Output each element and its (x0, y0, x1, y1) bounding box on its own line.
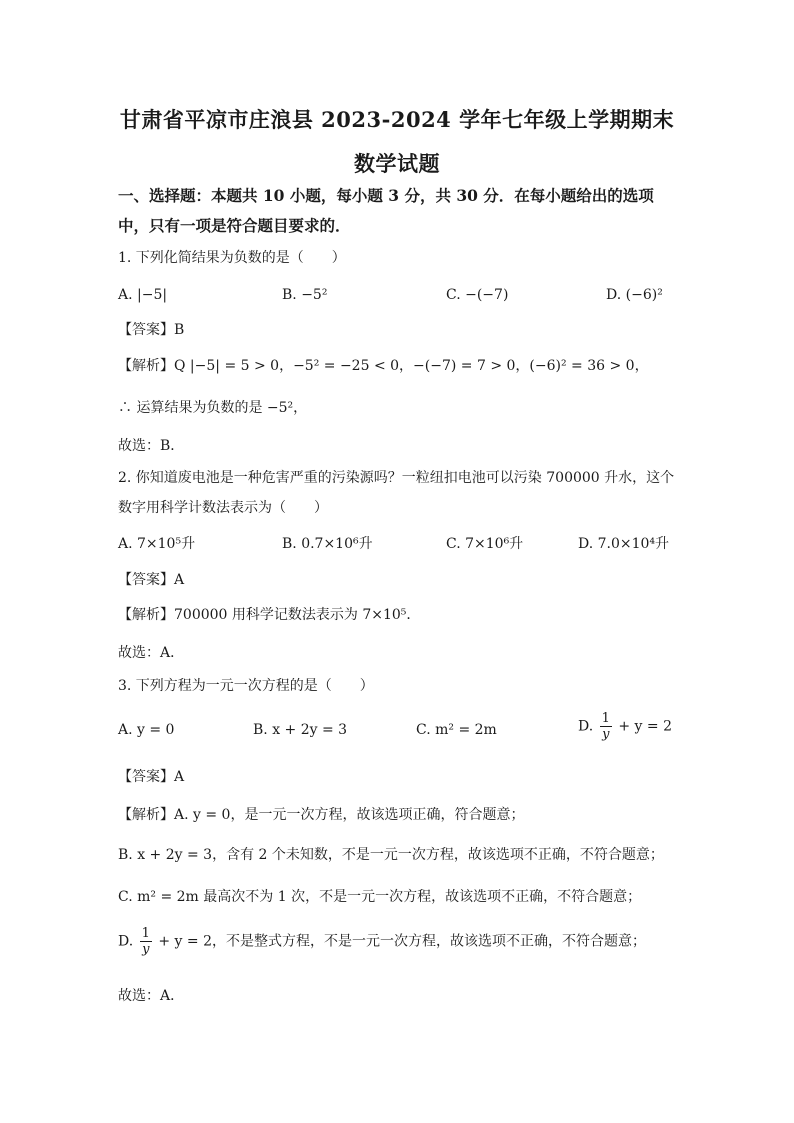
q2-answer: 【答案】A (118, 572, 185, 588)
q3-answer: 【答案】A (118, 769, 185, 785)
q1-analysis: 【解析】Q |−5| = 5 > 0，−5² = −25 < 0，−(−7) = 7 > 0，(−6)² = 36 > 0， (118, 358, 649, 374)
q1-analysis-cont: ∴ 运算结果为负数的是 −5²， (118, 400, 308, 416)
fraction-numerator: 1 (141, 926, 150, 941)
q2-option-b: B. 0.7×10⁶升 (282, 536, 373, 552)
q3-analysis-d-fraction (140, 926, 152, 957)
q2-stem: 2. 你知道废电池是一种危害严重的污染源吗？一粒纽扣电池可以污染 700000 升水，这个 (118, 470, 675, 486)
document-subtitle: 数学试题 (354, 151, 440, 176)
q3-option-d-fraction (600, 711, 612, 742)
q3-analysis-d-label: D. (118, 933, 134, 950)
q1-option-c: C. −(−7) (446, 287, 509, 303)
q2-option-c: C. 7×10⁶升 (446, 536, 524, 552)
fraction-denominator: y (142, 942, 150, 957)
q3-analysis-d-tail: + y = 2，不是整式方程，不是一元一次方程，故该选项不正确，不符合题意； (158, 933, 647, 950)
q3-analysis-b: B. x + 2y = 3，含有 2 个未知数，不是一元一次方程，故该选项不正确，不符合题意； (118, 847, 664, 863)
q3-option-a: A. y = 0 (118, 722, 175, 738)
q3-stem: 3. 下列方程为一元一次方程的是（ ） (118, 678, 374, 694)
q1-stem: 1. 下列化简结果为负数的是（ ） (118, 250, 346, 266)
q3-option-c: C. m² = 2m (416, 722, 497, 738)
q3-option-b: B. x + 2y = 3 (253, 722, 348, 738)
q3-option-d-tail: + y = 2 (618, 718, 673, 735)
section-heading-cont: 中，只有一项是符合题目要求的． (118, 216, 351, 235)
q1-option-d: D. (−6)² (606, 287, 663, 303)
q3-analysis-d (118, 926, 678, 957)
q3-analysis-a: 【解析】A. y = 0，是一元一次方程，故该选项正确，符合题意； (118, 807, 525, 823)
q3-option-d (578, 711, 672, 742)
fraction-numerator: 1 (601, 711, 610, 726)
section-heading: 一、选择题：本题共 10 小题，每小题 3 分，共 30 分．在每小题给出的选项 (118, 186, 654, 205)
q2-conclusion: 故选：A． (118, 645, 185, 661)
q1-option-a: A. |−5| (118, 287, 168, 303)
q2-stem-cont: 数字用科学计数法表示为（ ） (118, 500, 328, 516)
q2-analysis: 【解析】700000 用科学记数法表示为 7×10⁵． (118, 607, 421, 623)
q1-answer: 【答案】B (118, 322, 185, 338)
q1-option-b: B. −5² (282, 287, 328, 303)
q2-option-d: D. 7.0×10⁴升 (578, 536, 670, 552)
q3-analysis-c: C. m² = 2m 最高次不为 1 次，不是一元一次方程，故该选项不正确，不符合题意； (118, 889, 642, 905)
q3-conclusion: 故选：A． (118, 988, 185, 1004)
q2-option-a: A. 7×10⁵升 (118, 536, 196, 552)
q3-option-d-label: D. (578, 718, 594, 735)
q1-conclusion: 故选：B． (118, 438, 185, 454)
fraction-denominator: y (602, 727, 610, 742)
document-title: 甘肃省平凉市庄浪县 2023-2024 学年七年级上学期期末 (119, 107, 675, 132)
